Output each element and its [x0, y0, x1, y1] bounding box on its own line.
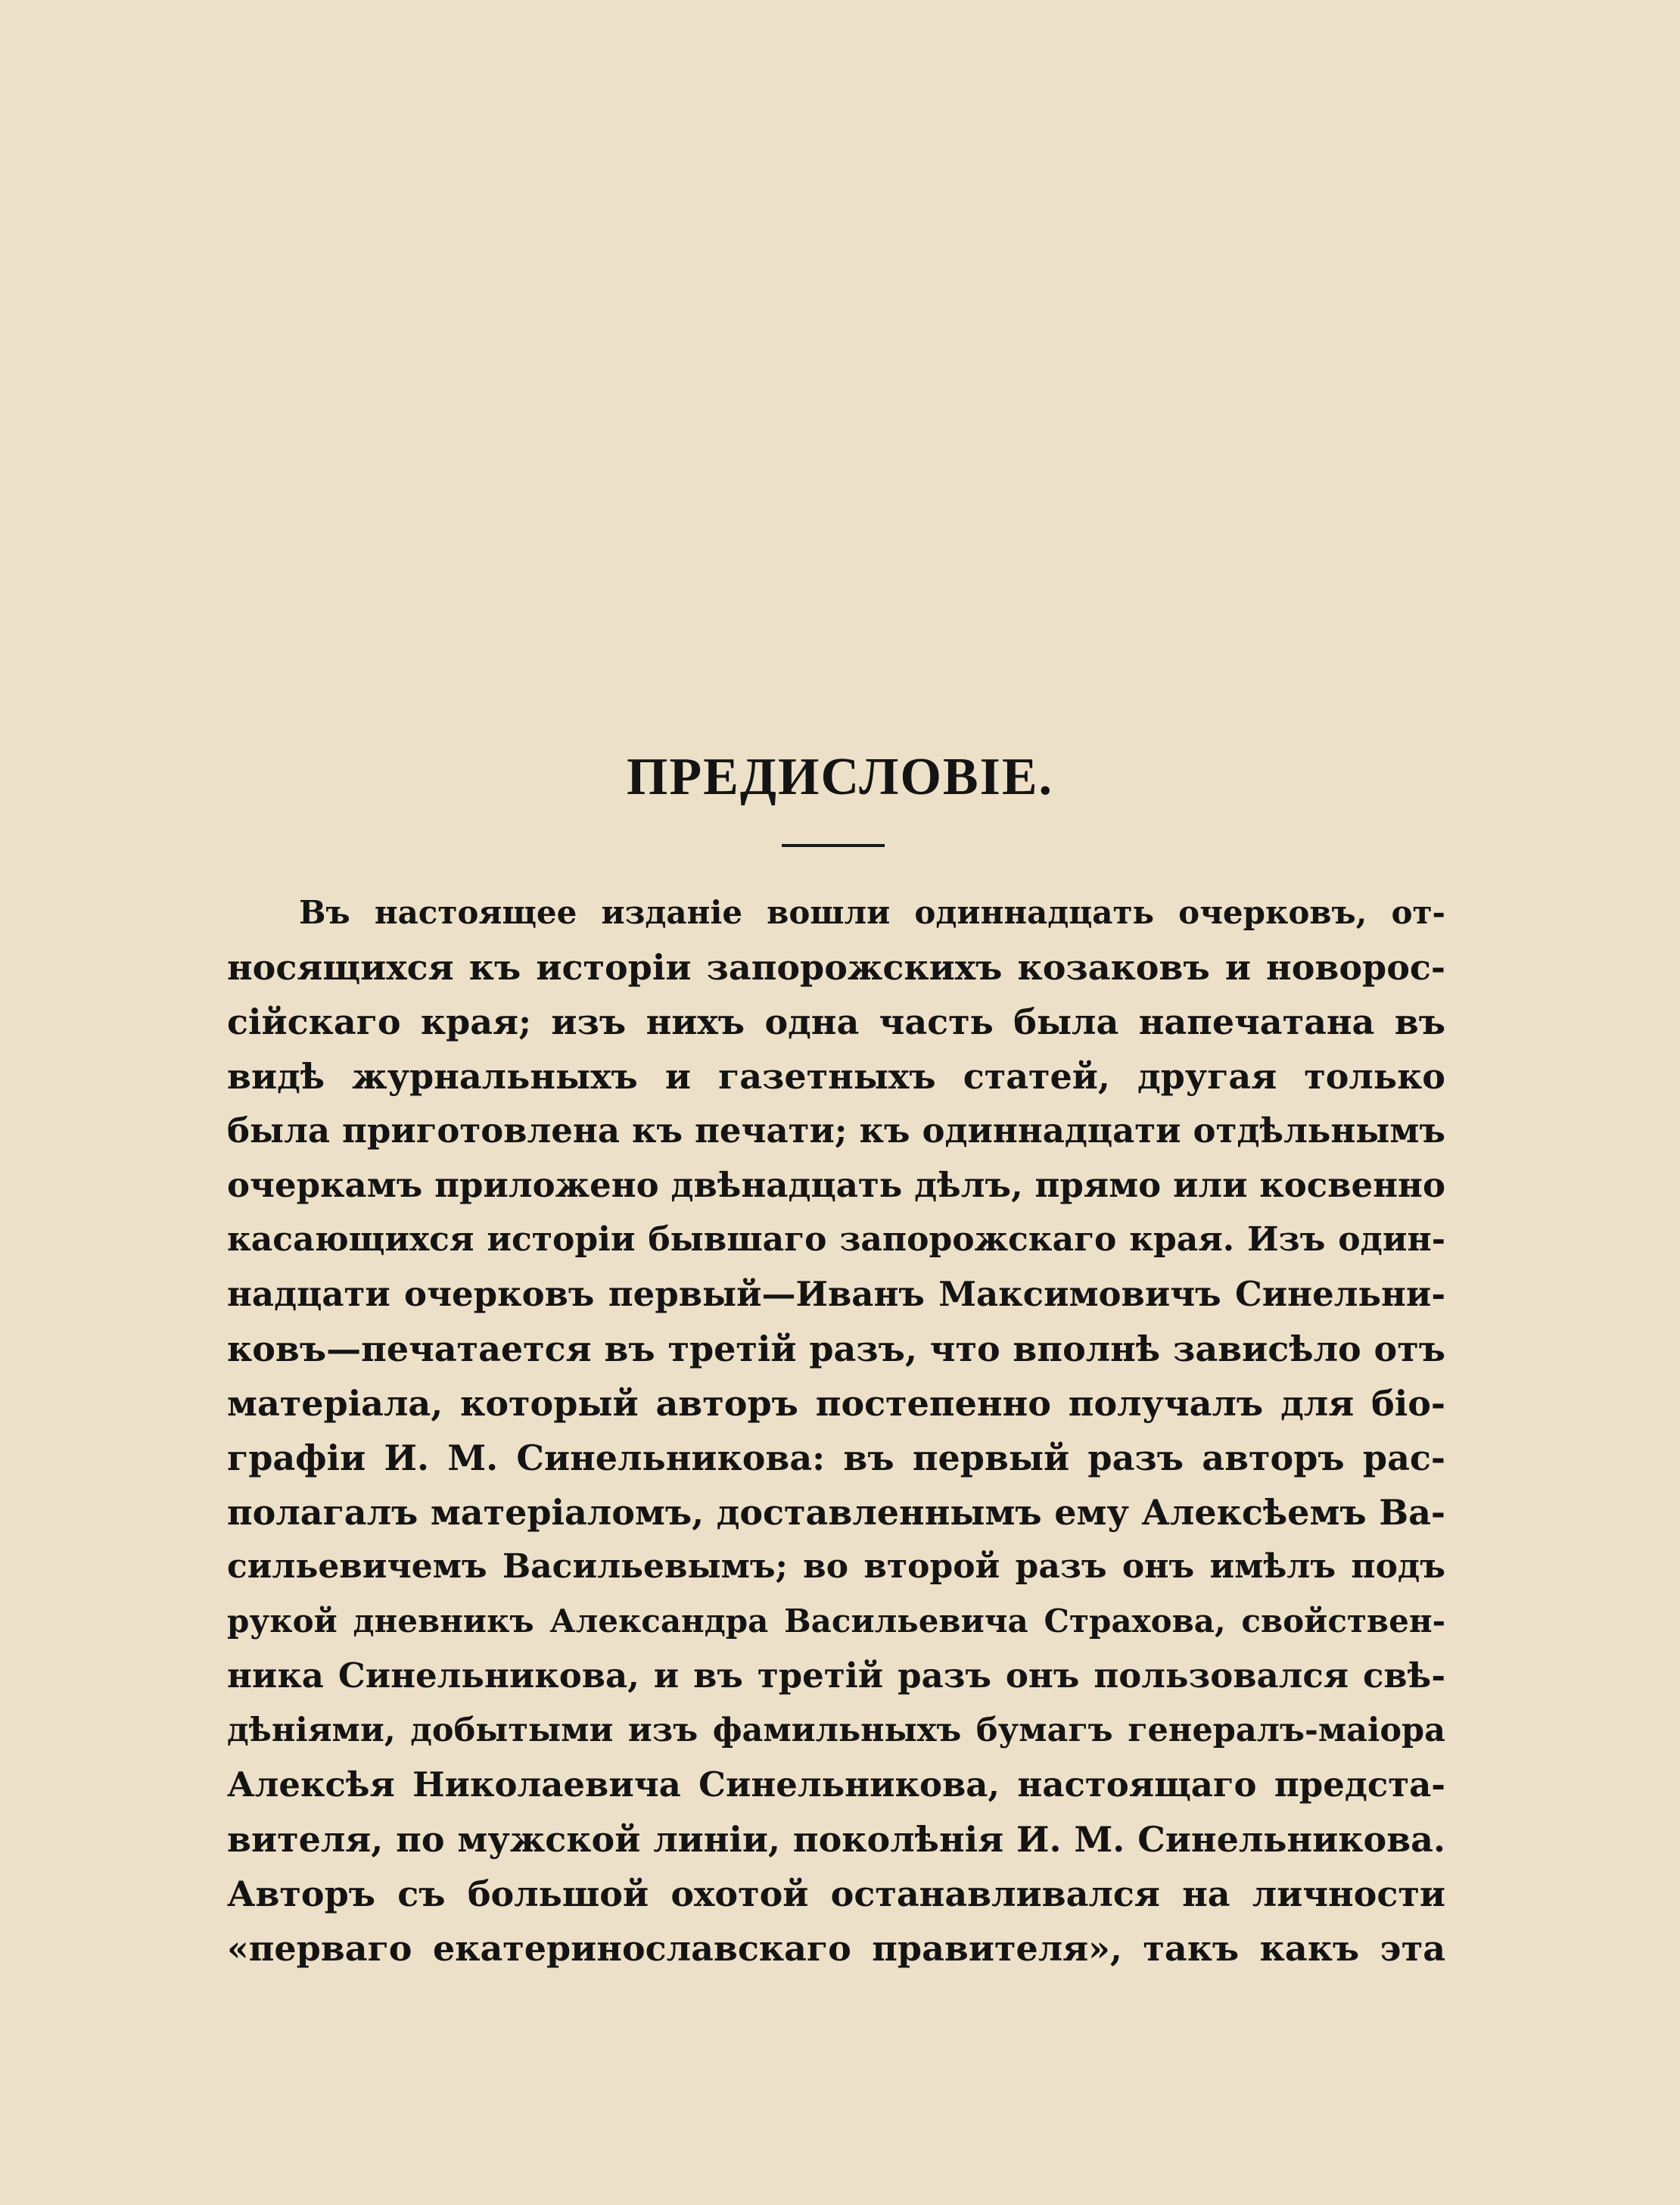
text-line: касающихся исторіи бывшаго запорожскаго края. Изъ один-: [227, 1220, 1445, 1259]
text-line: рукой дневникъ Александра Васильевича Страхова, свойствен-: [227, 1602, 1445, 1640]
text-line: сильевичемъ Васильевымъ; во второй разъ онъ имѣлъ подъ: [227, 1547, 1445, 1586]
text-line: очеркамъ приложено двѣнадцать дѣлъ, прямо или косвенно: [227, 1165, 1445, 1205]
text-line: надцати очерковъ первый—Иванъ Максимовичъ Синельни-: [227, 1274, 1445, 1314]
text-line: вителя, по мужской линіи, поколѣнія И. М. Синельникова.: [227, 1819, 1445, 1860]
text-line: видѣ журнальныхъ и газетныхъ статей, другая только: [227, 1056, 1445, 1097]
text-line: Авторъ съ большой охотой останавливался на личности: [227, 1873, 1445, 1914]
text-line: носящихся къ исторіи запорожскихъ козаковъ и новорос-: [227, 947, 1445, 988]
text-line: была приготовлена къ печати; къ одиннадцати отдѣльнымъ: [227, 1110, 1445, 1151]
title-divider: [782, 844, 885, 847]
text-line: ковъ—печатается въ третій разъ, что вполнѣ зависѣло отъ: [227, 1328, 1445, 1369]
page-title: ПРЕДИСЛОВІЕ.: [626, 748, 1054, 806]
text-line: полагалъ матеріаломъ, доставленнымъ ему Алексѣемъ Ва-: [227, 1492, 1445, 1533]
text-line: графіи И. М. Синельникова: въ первый разъ авторъ рас-: [227, 1437, 1445, 1478]
text-line: Въ настоящее изданіе вошли одиннадцать очерковъ, от-: [299, 894, 1445, 931]
text-line: «перваго екатеринославскаго правителя», такъ какъ эта: [227, 1928, 1445, 1969]
body-text: [227, 886, 1445, 1976]
text-line: сійскаго края; изъ нихъ одна часть была напечатана въ: [227, 1001, 1445, 1042]
text-line: ника Синельникова, и въ третій разъ онъ пользовался свѣ-: [227, 1655, 1445, 1696]
text-line: дѣніями, добытыми изъ фамильныхъ бумагъ генералъ-маіора: [227, 1711, 1445, 1749]
text-line: Алексѣя Николаевича Синельникова, настоящаго предста-: [227, 1764, 1445, 1805]
text-line: матеріала, который авторъ постепенно получалъ для біо-: [227, 1383, 1445, 1424]
